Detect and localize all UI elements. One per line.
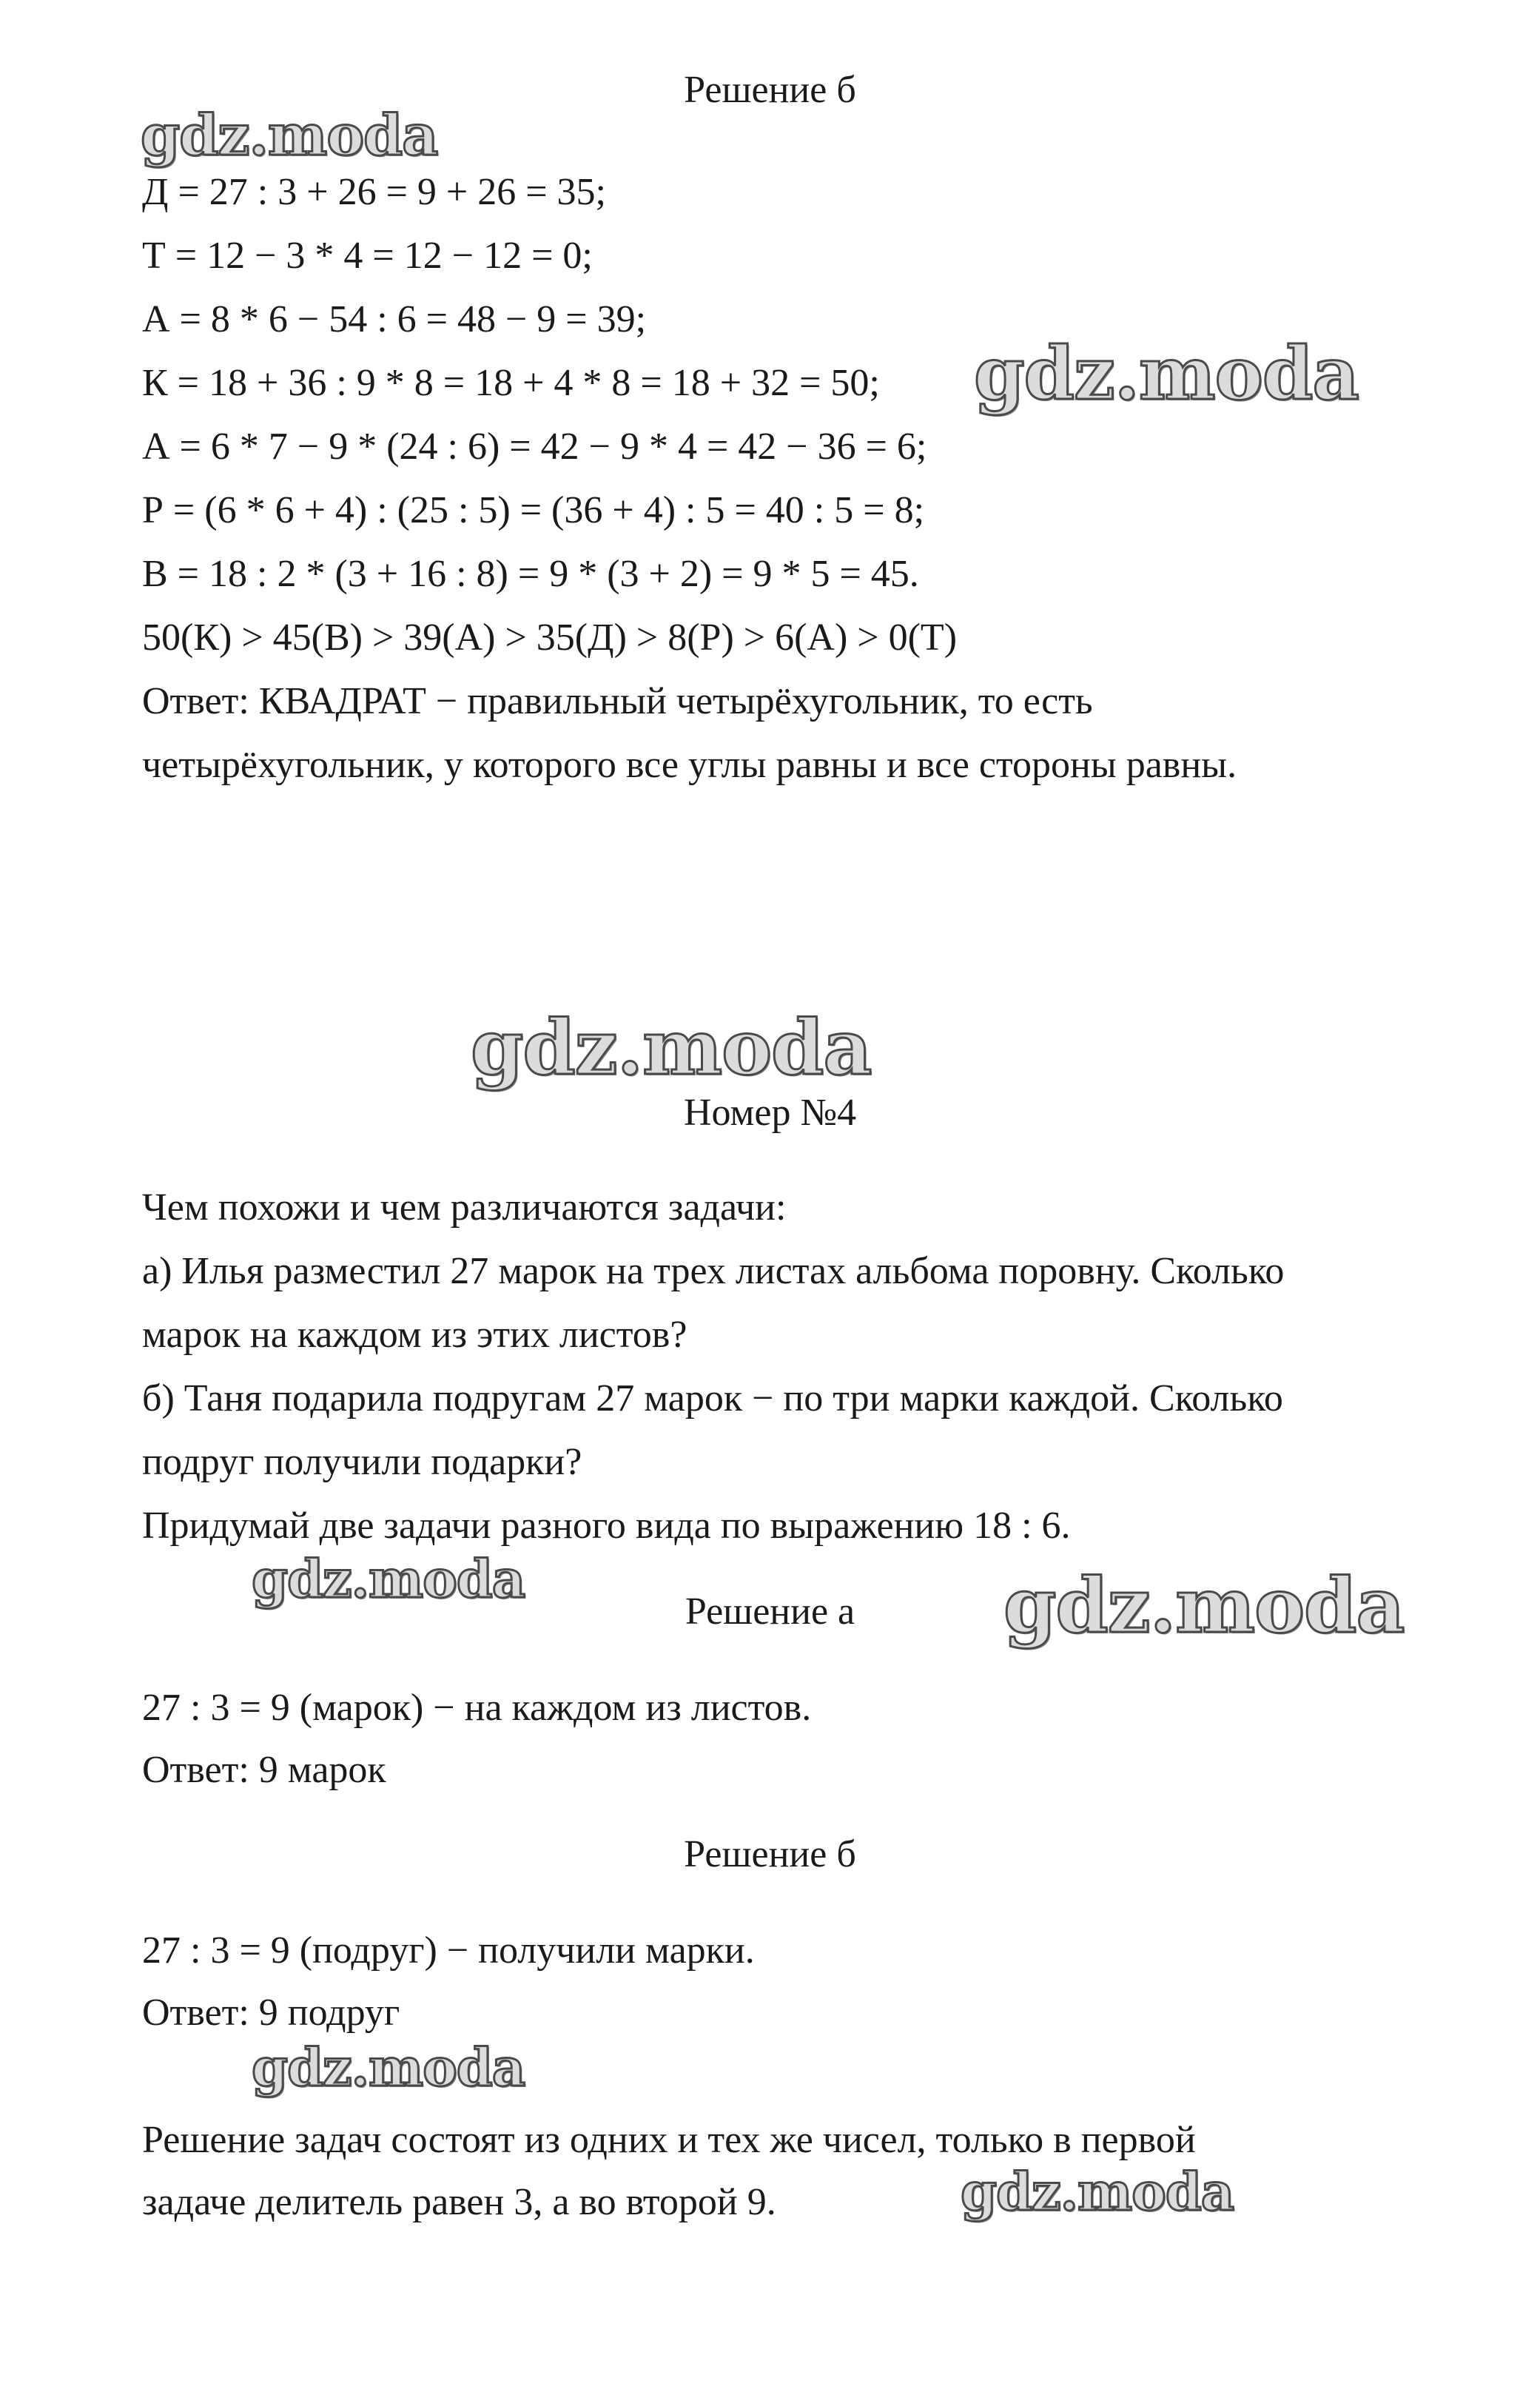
section1-line-3: А = 8 * 6 − 54 : 6 = 48 − 9 = 39; [142, 298, 647, 340]
watermark-7: gdz.moda [961, 2161, 1234, 2222]
section4-heading: Решение б [684, 1833, 856, 1875]
section1-heading: Решение б [684, 69, 856, 111]
conclusion-line-2: задаче делитель равен 3, а во второй 9. [142, 2181, 776, 2223]
watermark-6: gdz.moda [252, 2037, 525, 2098]
watermark-4: gdz.moda [252, 1548, 525, 1610]
section2-line-2: а) Илья разместил 27 марок на трех листах альбома поровну. Сколько [142, 1250, 1285, 1292]
section3-line-1: 27 : 3 = 9 (марок) − на каждом из листов. [142, 1687, 812, 1729]
watermark-5: gdz.moda [1003, 1562, 1405, 1650]
conclusion-line-1: Решение задач состоят из одних и тех же чисел, только в первой [142, 2119, 1196, 2161]
section1-line-6: Р = (6 * 6 + 4) : (25 : 5) = (36 + 4) : 5 = 40 : 5 = 8; [142, 489, 925, 531]
section2-line-3: марок на каждом из этих листов? [142, 1314, 687, 1356]
watermark-3: gdz.moda [471, 1004, 872, 1092]
section1-line-4: К = 18 + 36 : 9 * 8 = 18 + 4 * 8 = 18 + 32 = 50; [142, 362, 880, 404]
section1-line-10: четырёхугольник, у которого все углы равны и все стороны равны. [142, 744, 1237, 786]
section2-line-4: б) Таня подарила подругам 27 марок − по три марки каждой. Сколько [142, 1377, 1283, 1419]
watermark-1: gdz.moda [141, 102, 438, 168]
section2-line-5: подруг получили подарки? [142, 1441, 582, 1483]
section4-line-1: 27 : 3 = 9 (подруг) − получили марки. [142, 1929, 755, 1972]
section1-line-5: А = 6 * 7 − 9 * (24 : 6) = 42 − 9 * 4 = 42 − 36 = 6; [142, 426, 927, 468]
section4-line-2: Ответ: 9 подруг [142, 1992, 400, 2034]
section1-line-9: Ответ: КВАДРАТ − правильный четырёхугольник, то есть [142, 680, 1093, 722]
section2-heading: Номер №4 [683, 1092, 857, 1134]
section2-line-6: Придумай две задачи разного вида по выражению 18 : 6. [142, 1505, 1071, 1547]
watermark-2: gdz.moda [974, 332, 1359, 417]
section1-line-1: Д = 27 : 3 + 26 = 9 + 26 = 35; [142, 171, 606, 213]
section3-line-2: Ответ: 9 марок [142, 1749, 386, 1791]
section1-line-7: В = 18 : 2 * (3 + 16 : 8) = 9 * (3 + 2) = 9 * 5 = 45. [142, 553, 919, 595]
section1-line-2: Т = 12 − 3 * 4 = 12 − 12 = 0; [142, 235, 593, 277]
section3-heading: Решение а [685, 1590, 855, 1633]
section1-line-8: 50(К) > 45(В) > 39(А) > 35(Д) > 8(Р) > 6(А) > 0(Т) [142, 616, 958, 659]
section2-line-1: Чем похожи и чем различаются задачи: [142, 1186, 787, 1229]
